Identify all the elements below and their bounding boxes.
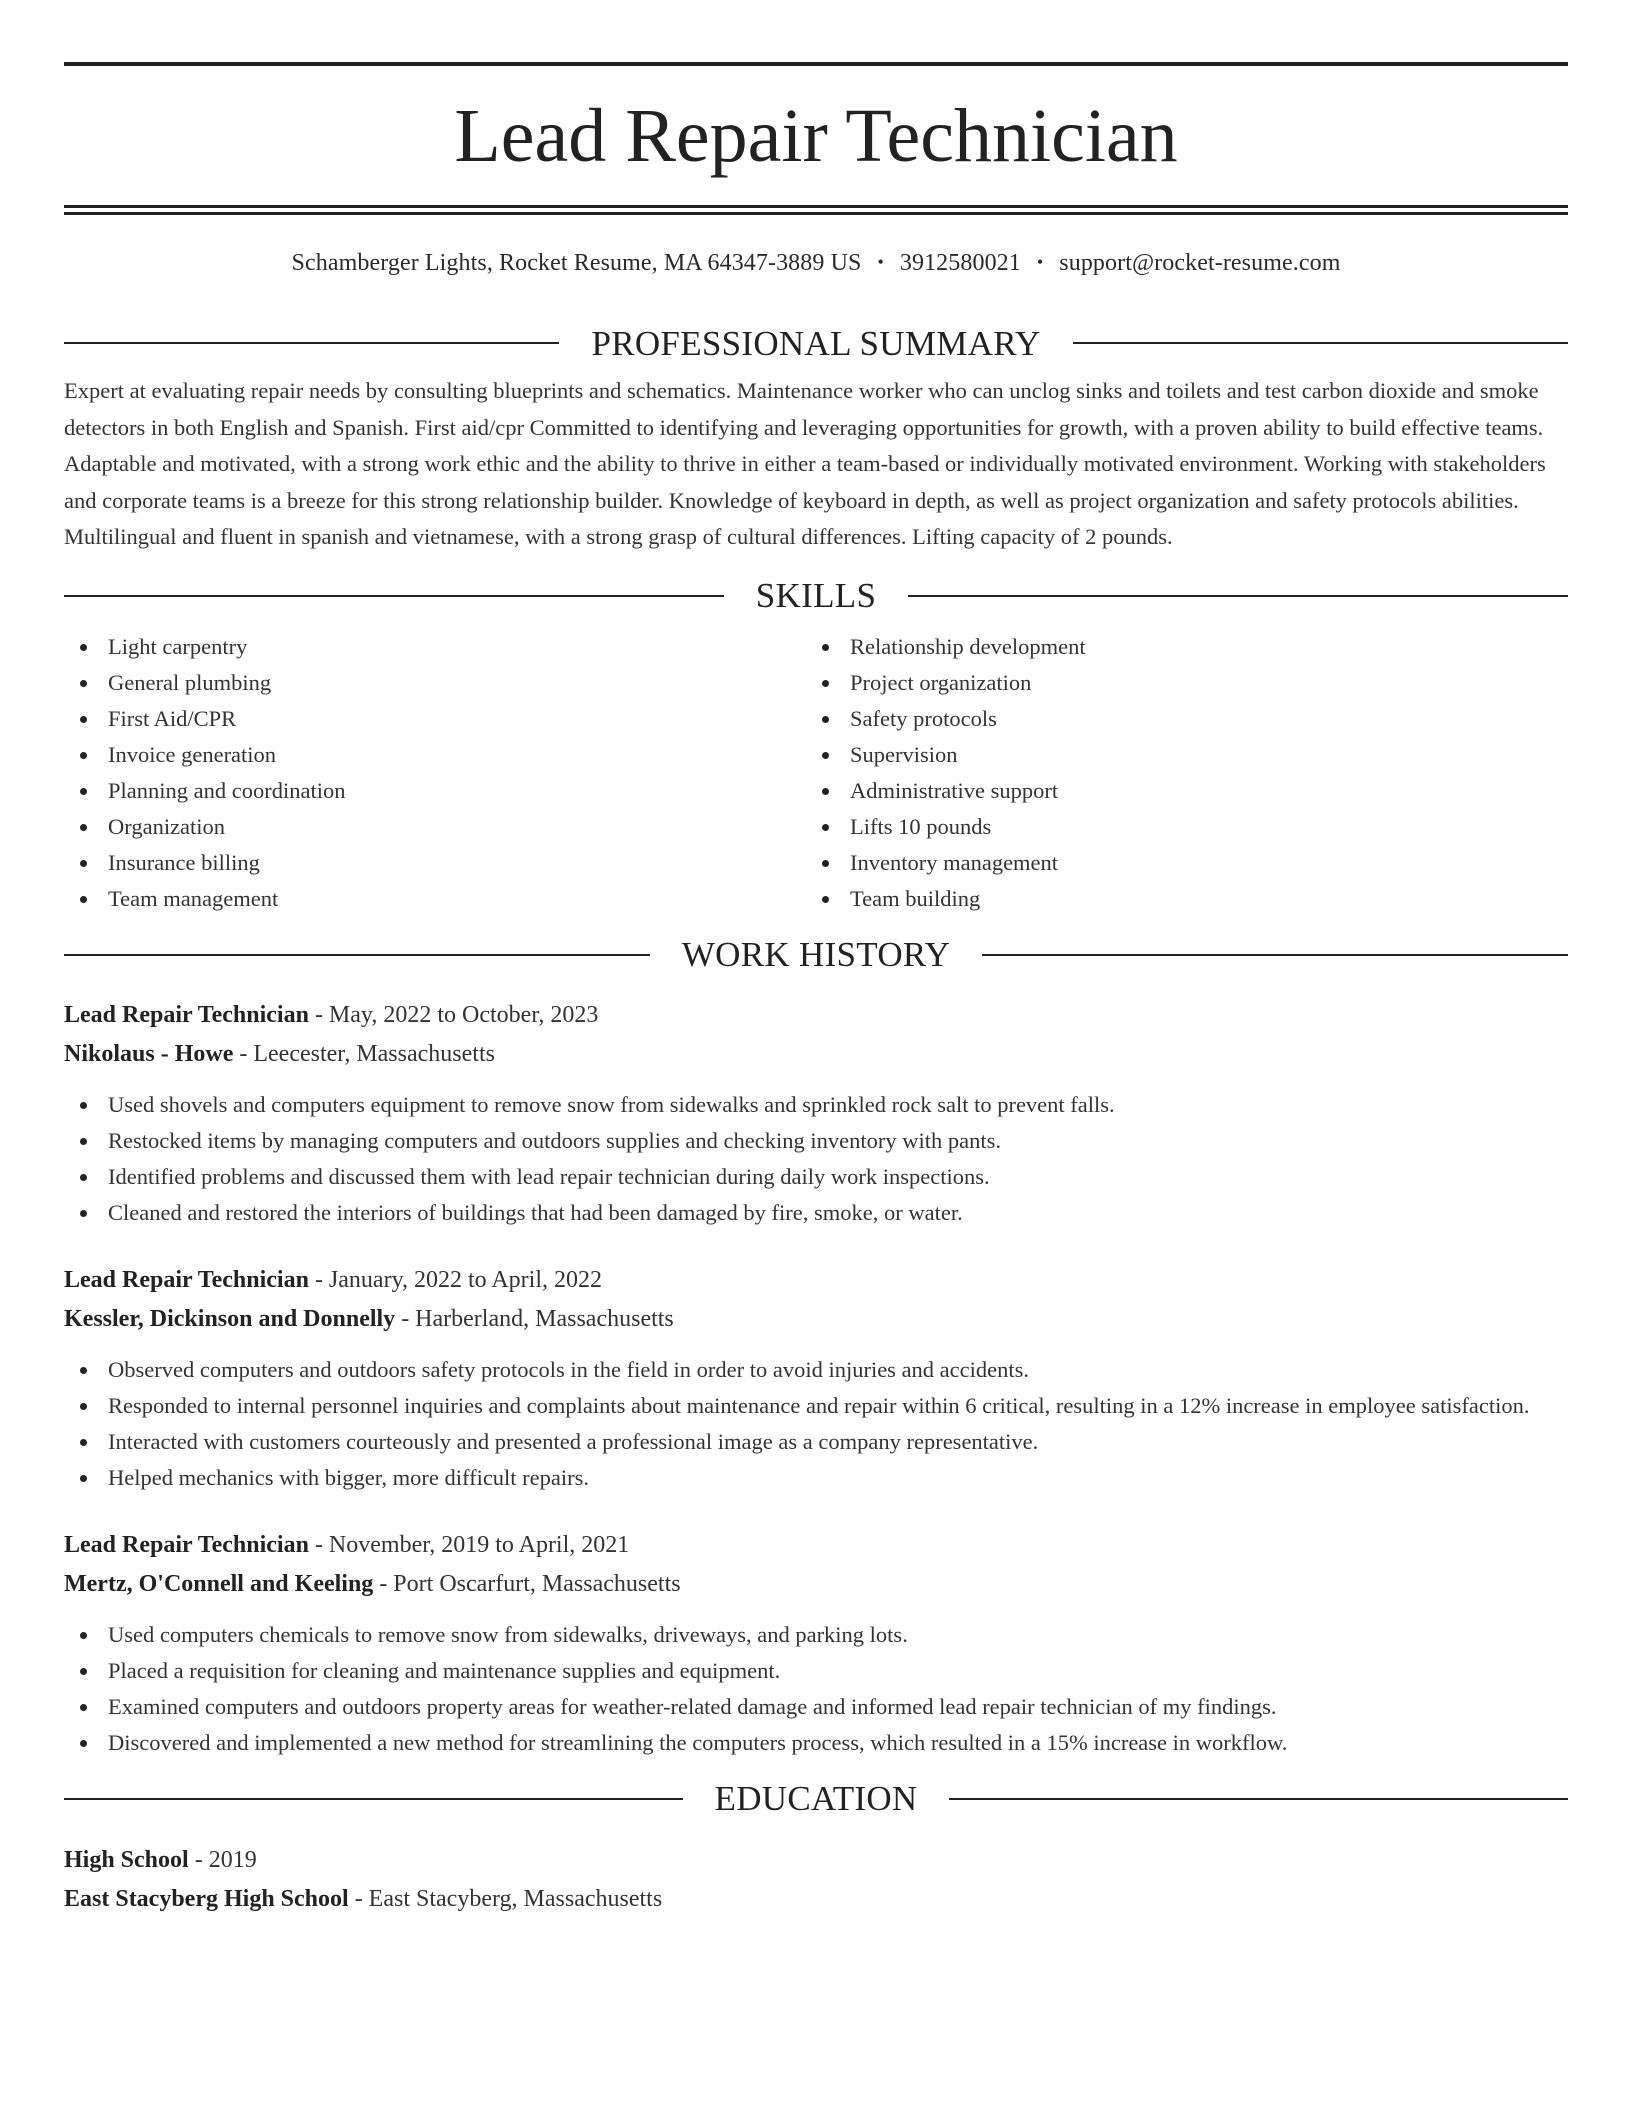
job-bullet: Helped mechanics with bigger, more difficult repairs.	[64, 1460, 1568, 1496]
skill-item: Relationship development	[806, 629, 1548, 665]
job-title-line	[64, 996, 1568, 1035]
job-bullet: Cleaned and restored the interiors of buildings that had been damaged by fire, smoke, or water.	[64, 1195, 1568, 1231]
job-dates: - January, 2022 to April, 2022	[308, 1266, 603, 1293]
education-degree: High School	[64, 1846, 189, 1873]
job-company: Nikolaus - Howe	[64, 1040, 234, 1067]
job-bullet: Restocked items by managing computers and outdoors supplies and checking inventory with pants.	[64, 1123, 1568, 1159]
skill-item: Planning and coordination	[64, 773, 806, 809]
job-location: - Harberland, Massachusetts	[395, 1305, 674, 1332]
job-company-line	[64, 1035, 1568, 1074]
skill-item: Safety protocols	[806, 701, 1548, 737]
divider-line	[1073, 342, 1568, 344]
skill-item: General plumbing	[64, 665, 806, 701]
skills-list	[64, 629, 1568, 917]
skill-item: Administrative support	[806, 773, 1548, 809]
contact-separator: •	[1036, 252, 1044, 272]
job-bullets	[64, 1087, 1568, 1231]
skill-item: Project organization	[806, 665, 1548, 701]
summary-text: Expert at evaluating repair needs by consulting blueprints and schematics. Maintenance worker who can unclog sinks and toilets and test carbon dioxide and smoke detectors in both English and Spanish. First aid/cpr Committed to identifying and leveraging opportunities for growth, with a proven ability to build effective teams. Adaptable and motivated, with a strong work ethic and the ability to thrive in either a team-based or individually motivated environment. Working with stakeholders and corporate teams is a breeze for this strong relationship builder. Knowledge of keyboard in depth, as well as project organization and safety protocols abilities. Multilingual and fluent in spanish and vietnamese, with a strong grasp of cultural differences. Lifting capacity of 2 pounds.	[64, 378, 1546, 549]
skills-column-left	[64, 629, 806, 917]
job-title: Lead Repair Technician	[64, 1531, 309, 1558]
job-company-line	[64, 1300, 1568, 1339]
divider-line	[908, 595, 1568, 597]
skill-item: Invoice generation	[64, 737, 806, 773]
skill-item: Insurance billing	[64, 845, 806, 881]
skill-item: First Aid/CPR	[64, 701, 806, 737]
job-entry	[64, 1526, 1568, 1761]
divider-line	[64, 595, 724, 597]
education-section-title: EDUCATION	[714, 1779, 918, 1818]
job-bullet: Examined computers and outdoors property areas for weather-related damage and informed lead repair technician of my findings.	[64, 1689, 1568, 1725]
job-entry	[64, 996, 1568, 1231]
education-location: - East Stacyberg, Massachusetts	[348, 1885, 663, 1912]
skill-item: Team building	[806, 881, 1548, 917]
skills-section-title: SKILLS	[755, 576, 877, 615]
job-location: - Leecester, Massachusetts	[233, 1040, 495, 1067]
divider-line	[982, 954, 1568, 956]
skill-item: Lifts 10 pounds	[806, 809, 1548, 845]
skill-item: Inventory management	[806, 845, 1548, 881]
job-title-line	[64, 1261, 1568, 1300]
divider-line	[64, 954, 650, 956]
job-title: Lead Repair Technician	[64, 1266, 309, 1293]
education-section-heading	[64, 1781, 1568, 1817]
skills-column-right	[806, 629, 1548, 917]
job-company-line	[64, 1565, 1568, 1604]
education-school-line	[64, 1880, 1568, 1919]
contact-line	[64, 251, 1568, 275]
education-year: - 2019	[188, 1846, 257, 1873]
divider-line	[64, 1798, 683, 1800]
job-dates: - May, 2022 to October, 2023	[308, 1001, 599, 1028]
job-bullets	[64, 1352, 1568, 1496]
education-degree-line	[64, 1841, 1568, 1880]
contact-address: Schamberger Lights, Rocket Resume, MA 64347-3889 US	[291, 250, 862, 276]
divider-line	[64, 342, 559, 344]
job-bullets	[64, 1617, 1568, 1761]
job-dates: - November, 2019 to April, 2021	[308, 1531, 630, 1558]
job-bullet: Observed computers and outdoors safety protocols in the field in order to avoid injuries and accidents.	[64, 1352, 1568, 1388]
job-bullet: Used shovels and computers equipment to remove snow from sidewalks and sprinkled rock salt to prevent falls.	[64, 1087, 1568, 1123]
contact-phone: 3912580021	[899, 250, 1021, 276]
job-company: Mertz, O'Connell and Keeling	[64, 1570, 374, 1597]
header-double-rule	[64, 205, 1568, 215]
skill-item: Organization	[64, 809, 806, 845]
job-company: Kessler, Dickinson and Donnelly	[64, 1305, 396, 1332]
job-entry	[64, 1261, 1568, 1496]
job-title: Lead Repair Technician	[64, 1001, 309, 1028]
work-section-title: WORK HISTORY	[681, 935, 951, 974]
job-bullet: Interacted with customers courteously and presented a professional image as a company representative.	[64, 1424, 1568, 1460]
skill-item: Light carpentry	[64, 629, 806, 665]
education-entry	[64, 1841, 1568, 1919]
skills-section-heading	[64, 578, 1568, 614]
contact-separator: •	[877, 252, 884, 272]
skill-item: Team management	[64, 881, 806, 917]
job-title-line	[64, 1526, 1568, 1565]
summary-section-title: PROFESSIONAL SUMMARY	[591, 323, 1041, 363]
job-bullet: Identified problems and discussed them with lead repair technician during daily work inspections.	[64, 1159, 1568, 1195]
candidate-name: Lead Repair Technician	[454, 94, 1178, 178]
job-bullet: Placed a requisition for cleaning and maintenance supplies and equipment.	[64, 1653, 1568, 1689]
work-section-heading	[64, 937, 1568, 973]
divider-line	[949, 1798, 1568, 1800]
education-school: East Stacyberg High School	[64, 1885, 349, 1912]
job-bullet: Responded to internal personnel inquiries and complaints about maintenance and repair within 6 critical, resulting in a 12% increase in employee satisfaction.	[64, 1388, 1568, 1424]
job-location: - Port Oscarfurt, Massachusetts	[373, 1570, 681, 1597]
job-bullet: Used computers chemicals to remove snow from sidewalks, driveways, and parking lots.	[64, 1617, 1568, 1653]
contact-email: support@rocket-resume.com	[1059, 250, 1341, 276]
skill-item: Supervision	[806, 737, 1548, 773]
summary-section-heading	[64, 325, 1568, 361]
job-bullet: Discovered and implemented a new method for streamlining the computers process, which resulted in a 15% increase in workflow.	[64, 1725, 1568, 1761]
